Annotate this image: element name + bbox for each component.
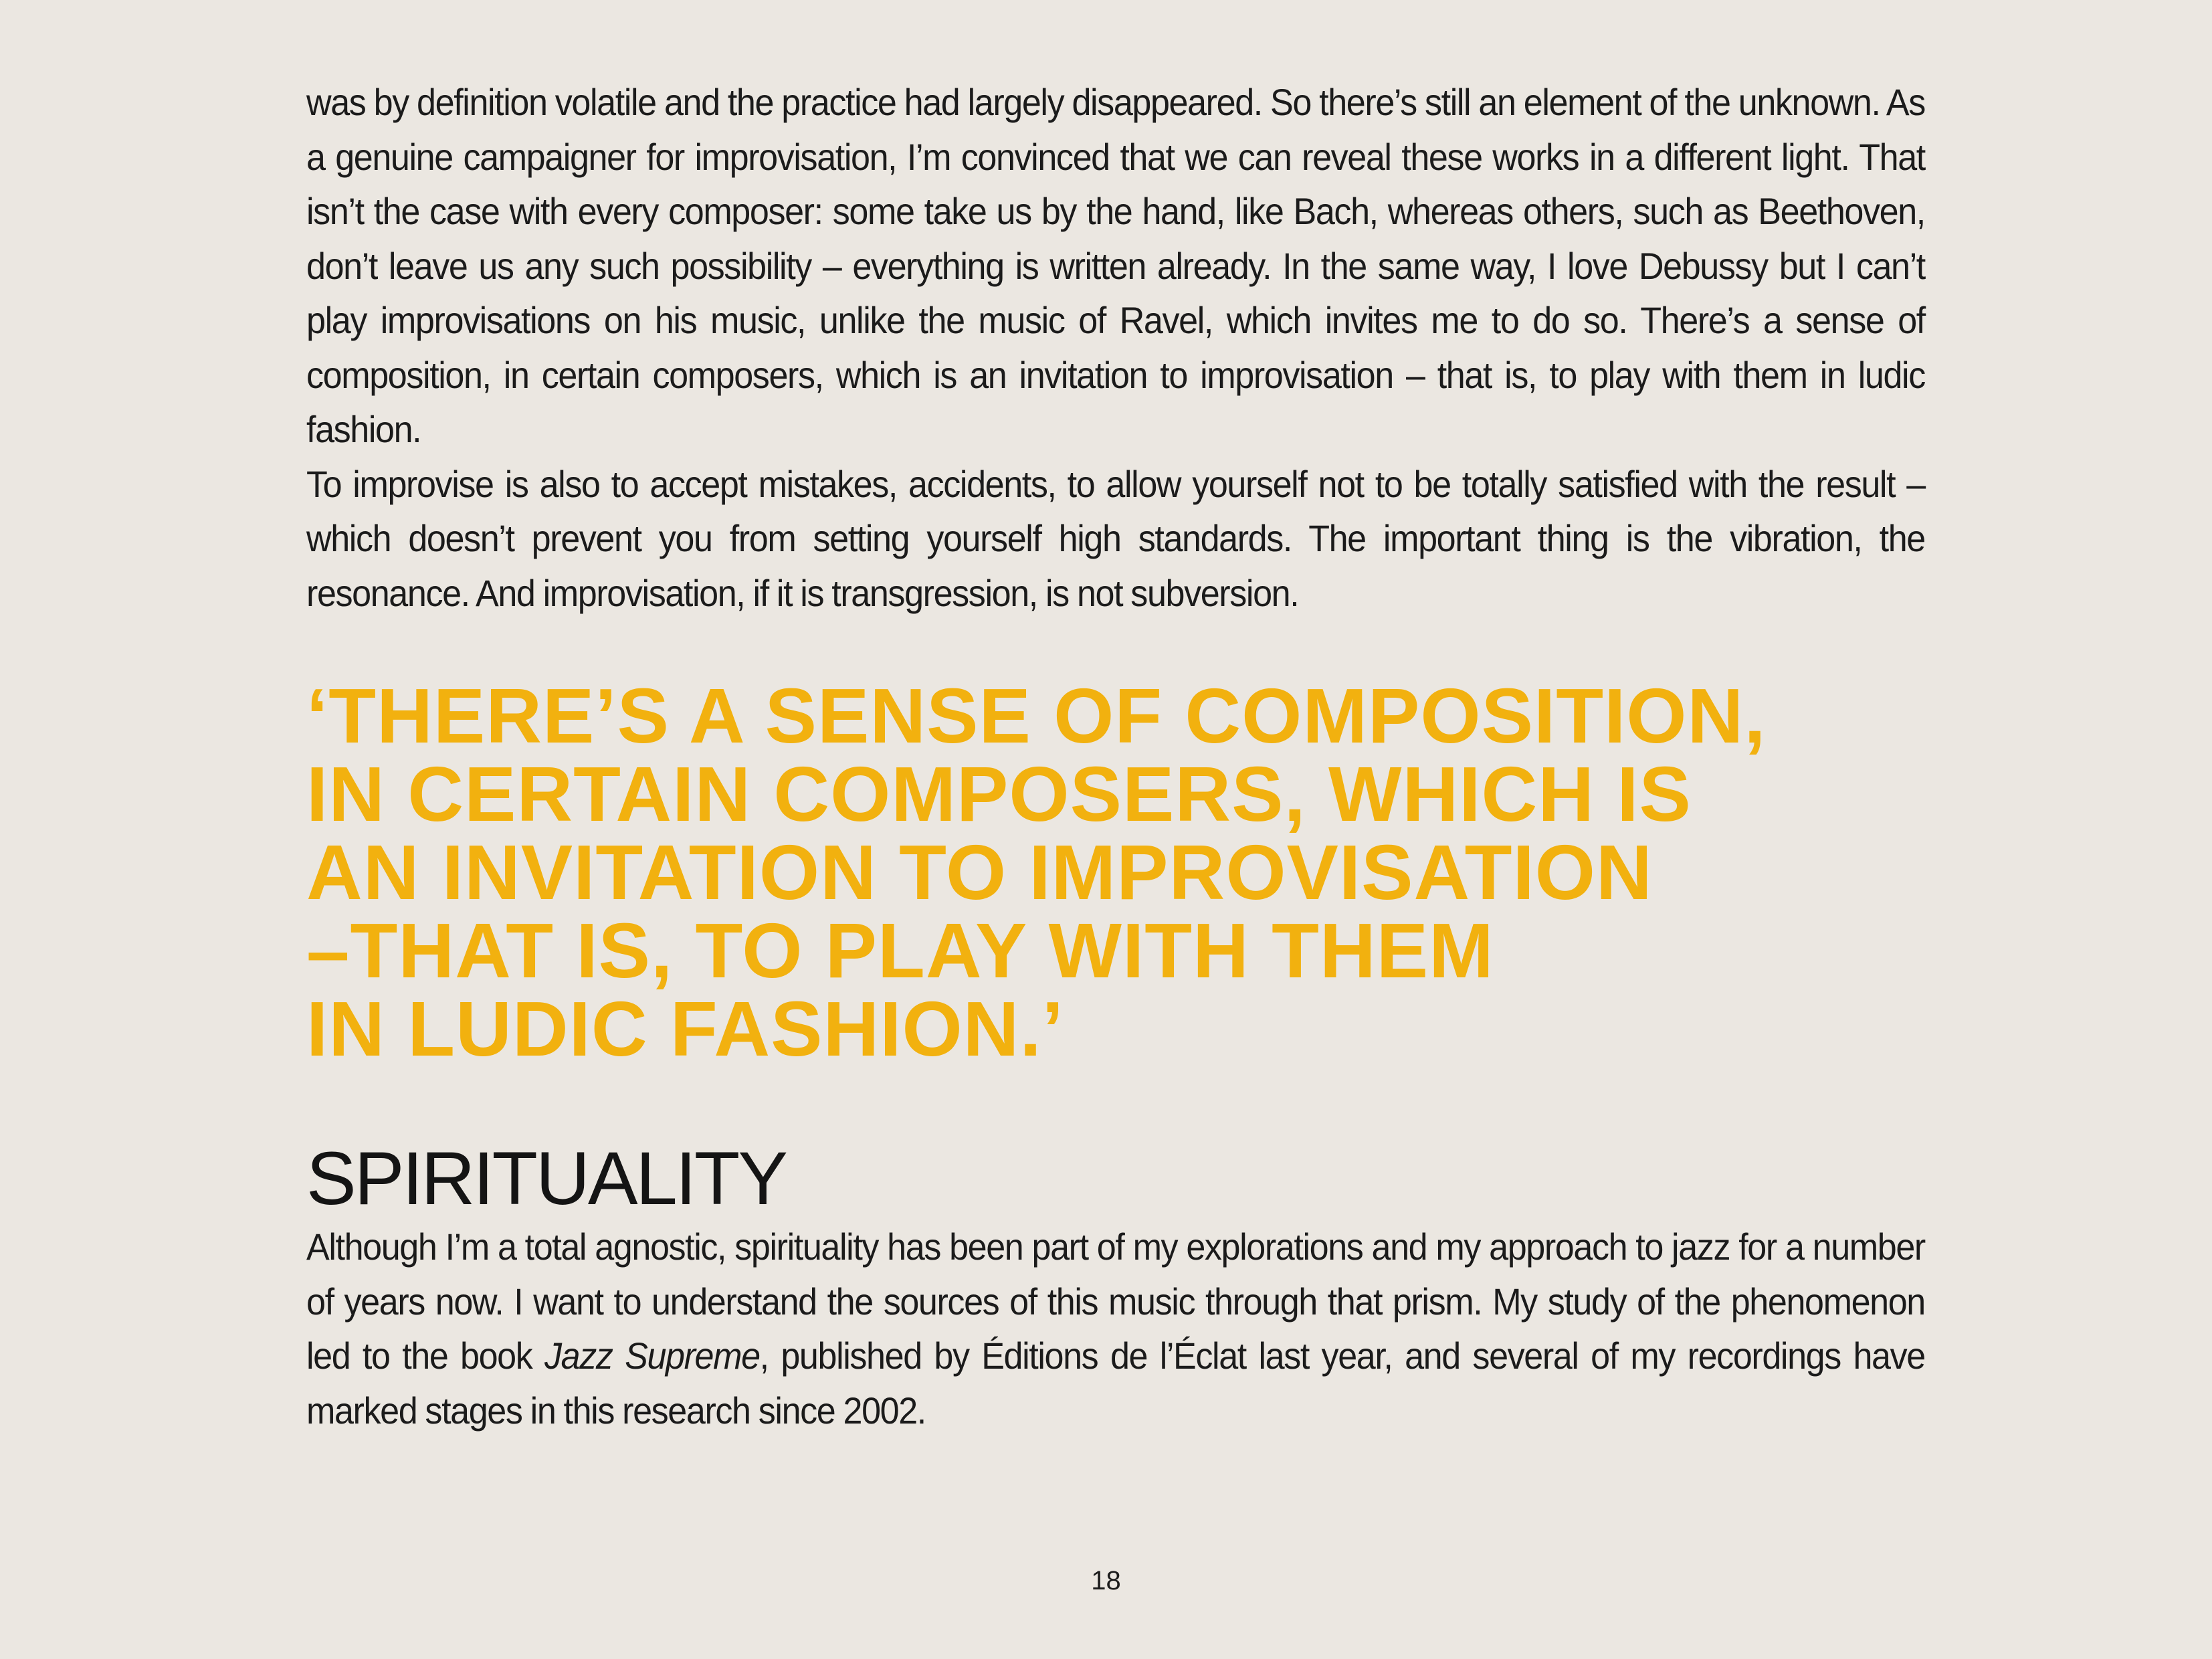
section-heading: SPIRITUALITY <box>306 1137 787 1220</box>
section-paragraph <box>306 1219 1925 1438</box>
section-text-part: Although I’m a total agnostic, spirituality has been part of my explorations and my approach to jazz for a number of years now. I want to understand the sources of this music through that prism. My study of the phenomenon led to the book <box>306 1226 1925 1377</box>
section-text-part: , published by Éditions de l’Éclat last year, and several of my recordings have marked stages in this research since 2002. <box>306 1335 1925 1432</box>
pull-quote-line: IN LUDIC FASHION.’ <box>306 985 1064 1072</box>
pull-quote-line: AN INVITATION TO IMPROVISATION <box>306 829 1653 916</box>
body-paragraph-2: To improvise is also to accept mistakes, accidents, to allow yourself not to be totally satisfied with the result – which doesn’t prevent you from setting yourself high standards. The important thing is the vibration, the resonance. And improvisation, if it is transgression, is not subversion. <box>306 462 1925 614</box>
pull-quote-line: IN CERTAIN COMPOSERS, WHICH IS <box>306 751 1692 838</box>
pull-quote <box>306 672 1925 1072</box>
body-paragraph-1: was by definition volatile and the practice had largely disappeared. So there’s still an element of the unknown. As a genuine campaigner for improvisation, I’m convinced that we can reveal these works in a different light. That isn’t the case with every composer: some take us by the hand, like Bach, whereas others, such as Beethoven, don’t leave us any such possibility – everything is written already. In the same way, I love Debussy but I can’t play improvisations on his music, unlike the music of Ravel, which invites me to do so. There’s a sense of composition, in certain composers, which is an invitation to improvisation – that is, to play with them in ludic fashion. <box>306 81 1925 450</box>
book-title: Jazz Supreme <box>544 1335 760 1377</box>
page-content <box>306 75 1925 1438</box>
pull-quote-line: –THAT IS, TO PLAY WITH THEM <box>306 907 1494 994</box>
pull-quote-line: ‘THERE’S A SENSE OF COMPOSITION, <box>306 672 1767 759</box>
page-number: 18 <box>1091 1566 1121 1595</box>
